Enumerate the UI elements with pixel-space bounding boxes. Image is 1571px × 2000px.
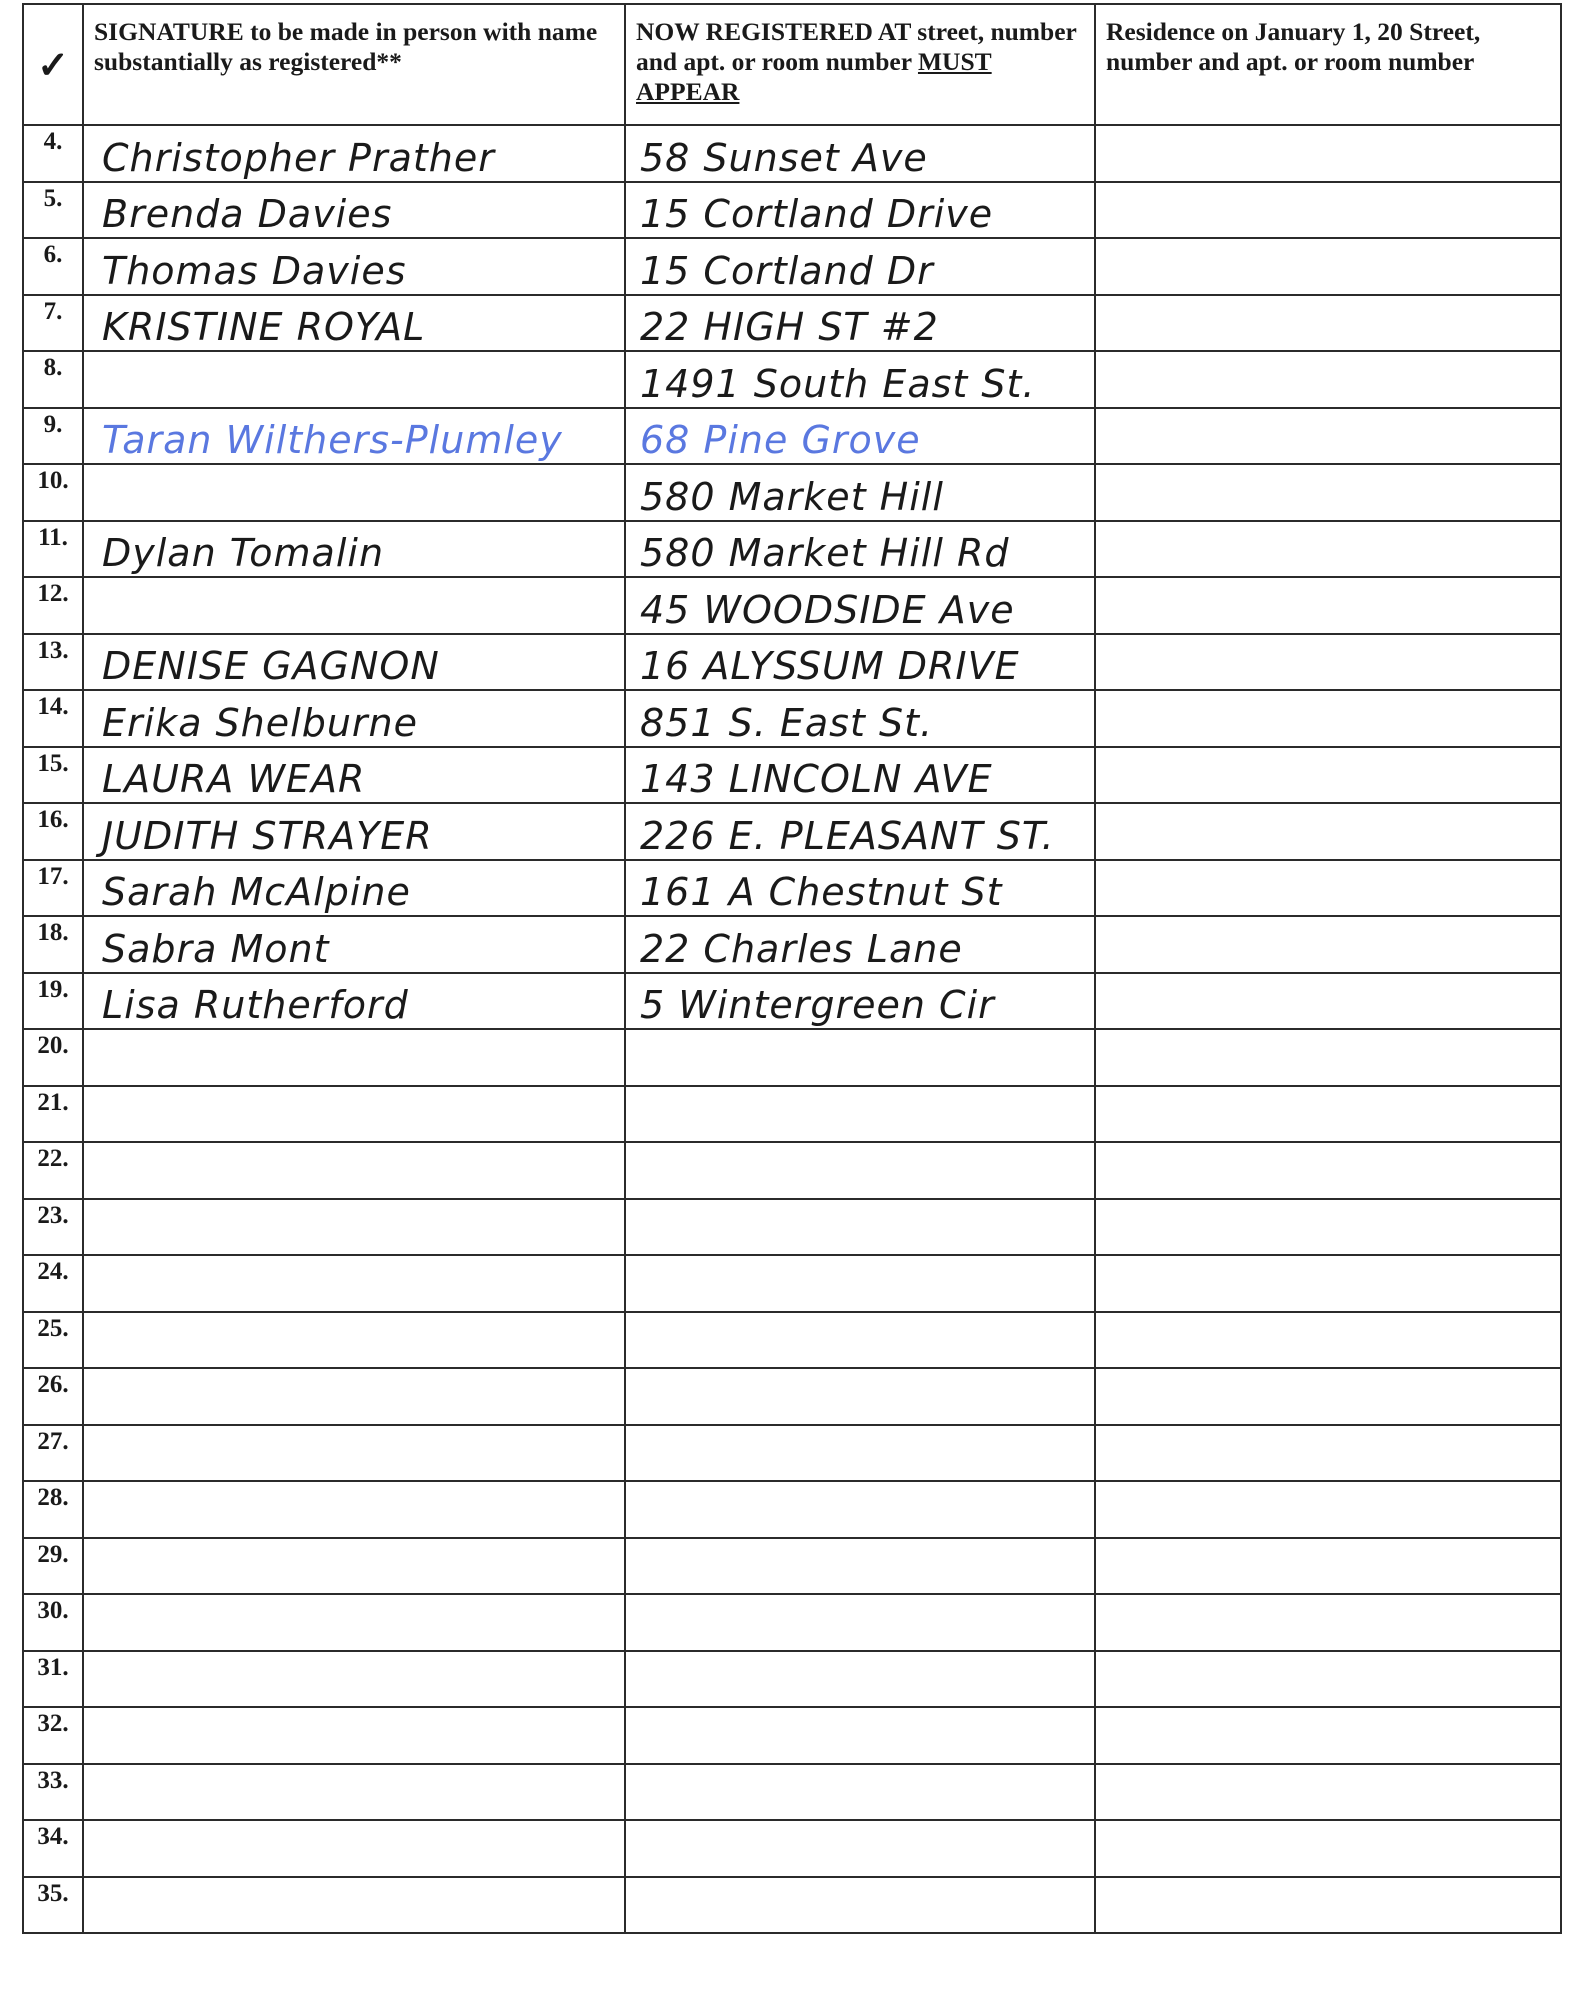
line-number: 27. xyxy=(23,1425,83,1482)
residence-cell[interactable] xyxy=(1095,973,1561,1030)
signature-cell[interactable] xyxy=(83,521,625,578)
signature-cell[interactable] xyxy=(83,1764,625,1821)
table-row xyxy=(23,1538,1561,1595)
signature-cell[interactable] xyxy=(83,634,625,691)
line-number: 21. xyxy=(23,1086,83,1143)
registered-address-cell[interactable] xyxy=(625,1368,1095,1425)
signature-cell[interactable] xyxy=(83,238,625,295)
signature-cell[interactable] xyxy=(83,1481,625,1538)
residence-cell[interactable] xyxy=(1095,351,1561,408)
residence-cell[interactable] xyxy=(1095,1538,1561,1595)
signature-text: LAURA WEAR xyxy=(102,757,366,801)
line-number: 35. xyxy=(23,1877,83,1934)
registered-address-cell[interactable] xyxy=(625,408,1095,465)
registered-address-cell[interactable] xyxy=(625,464,1095,521)
registered-address-cell[interactable] xyxy=(625,1312,1095,1369)
residence-cell[interactable] xyxy=(1095,1877,1561,1934)
line-number: 18. xyxy=(23,916,83,973)
signature-text: Lisa Rutherford xyxy=(102,983,409,1027)
registered-address-text: 15 Cortland Drive xyxy=(640,192,994,236)
table-row xyxy=(23,1481,1561,1538)
signature-cell[interactable] xyxy=(83,860,625,917)
registered-address-cell[interactable] xyxy=(625,1651,1095,1708)
signature-cell[interactable] xyxy=(83,125,625,182)
residence-cell[interactable] xyxy=(1095,1255,1561,1312)
line-number: 33. xyxy=(23,1764,83,1821)
registered-address-cell[interactable] xyxy=(625,916,1095,973)
line-number: 15. xyxy=(23,747,83,804)
signature-cell[interactable] xyxy=(83,351,625,408)
registered-address-cell[interactable] xyxy=(625,1425,1095,1482)
signature-cell[interactable] xyxy=(83,1199,625,1256)
table-row xyxy=(23,1029,1561,1086)
residence-cell[interactable] xyxy=(1095,1764,1561,1821)
line-number: 30. xyxy=(23,1594,83,1651)
residence-cell[interactable] xyxy=(1095,1086,1561,1143)
residence-cell[interactable] xyxy=(1095,521,1561,578)
line-number: 34. xyxy=(23,1820,83,1877)
signature-text: JUDITH STRAYER xyxy=(102,813,433,858)
registered-address-cell[interactable] xyxy=(625,1029,1095,1086)
table-row xyxy=(23,1312,1561,1369)
line-number: 11. xyxy=(23,521,83,578)
registered-address-text: 226 E. PLEASANT ST. xyxy=(640,813,1055,858)
registered-address-cell[interactable] xyxy=(625,1538,1095,1595)
registered-address-text: 15 Cortland Dr xyxy=(640,248,934,293)
table-row xyxy=(23,916,1561,973)
registered-address-text: 58 Sunset Ave xyxy=(640,135,928,180)
registered-address-cell[interactable] xyxy=(625,1142,1095,1199)
table-row xyxy=(23,521,1561,578)
line-number: 8. xyxy=(23,351,83,408)
registered-address-text: 22 HIGH ST #2 xyxy=(640,305,939,349)
residence-cell[interactable] xyxy=(1095,1651,1561,1708)
signature-cell[interactable] xyxy=(83,747,625,804)
signature-text: Christopher Prather xyxy=(102,135,495,180)
line-number: 9. xyxy=(23,408,83,465)
signature-cell[interactable] xyxy=(83,1086,625,1143)
line-number: 17. xyxy=(23,860,83,917)
signature-cell[interactable] xyxy=(83,1255,625,1312)
table-row xyxy=(23,860,1561,917)
residence-cell[interactable] xyxy=(1095,1594,1561,1651)
signature-text: Sarah McAlpine xyxy=(102,870,411,914)
registered-address-cell[interactable] xyxy=(625,182,1095,239)
line-number: 16. xyxy=(23,803,83,860)
registered-address-cell[interactable] xyxy=(625,1877,1095,1934)
residence-cell[interactable] xyxy=(1095,182,1561,239)
signature-text: KRISTINE ROYAL xyxy=(102,305,426,349)
table-row xyxy=(23,1877,1561,1934)
residence-cell[interactable] xyxy=(1095,1142,1561,1199)
residence-cell[interactable] xyxy=(1095,916,1561,973)
signature-cell[interactable] xyxy=(83,577,625,634)
table-row xyxy=(23,577,1561,634)
signature-text: Taran Wilthers-Plumley xyxy=(102,418,563,462)
registered-address-cell[interactable] xyxy=(625,747,1095,804)
registered-address-text: 1491 South East St. xyxy=(640,361,1036,406)
registered-address-text: 22 Charles Lane xyxy=(640,926,963,971)
registered-address-text: 580 Market Hill xyxy=(640,474,944,519)
table-row xyxy=(23,690,1561,747)
registered-address-cell[interactable] xyxy=(625,1820,1095,1877)
residence-cell[interactable] xyxy=(1095,1312,1561,1369)
residence-cell[interactable] xyxy=(1095,125,1561,182)
residence-cell[interactable] xyxy=(1095,860,1561,917)
signature-text: Dylan Tomalin xyxy=(102,531,385,575)
line-number: 32. xyxy=(23,1707,83,1764)
must-appear-text: MUST APPEAR xyxy=(636,47,992,106)
line-number: 6. xyxy=(23,238,83,295)
registered-address-cell[interactable] xyxy=(625,973,1095,1030)
signature-cell[interactable] xyxy=(83,1877,625,1934)
signature-cell[interactable] xyxy=(83,1425,625,1482)
residence-cell[interactable] xyxy=(1095,747,1561,804)
line-number: 4. xyxy=(23,125,83,182)
line-number: 25. xyxy=(23,1312,83,1369)
signature-cell[interactable] xyxy=(83,973,625,1030)
signature-text: Thomas Davies xyxy=(102,248,407,293)
table-row xyxy=(23,238,1561,295)
line-number: 23. xyxy=(23,1199,83,1256)
signature-cell[interactable] xyxy=(83,1707,625,1764)
line-number: 12. xyxy=(23,577,83,634)
check-column-header: ✓ xyxy=(23,4,83,125)
registered-address-cell[interactable] xyxy=(625,1255,1095,1312)
registered-address-text: 161 A Chestnut St xyxy=(640,870,1003,914)
registered-address-text: 16 ALYSSUM DRIVE xyxy=(640,644,1020,688)
table-row xyxy=(23,351,1561,408)
residence-cell[interactable] xyxy=(1095,1820,1561,1877)
signature-cell[interactable] xyxy=(83,408,625,465)
residence-cell[interactable] xyxy=(1095,238,1561,295)
signature-cell[interactable] xyxy=(83,464,625,521)
registered-address-text: 45 WOODSIDE Ave xyxy=(640,587,1015,632)
table-row xyxy=(23,803,1561,860)
signature-column-header: SIGNATURE to be made in person with name substantially as registered** xyxy=(83,4,625,125)
table-row xyxy=(23,1425,1561,1482)
residence-cell[interactable] xyxy=(1095,1481,1561,1538)
signature-cell[interactable] xyxy=(83,690,625,747)
registered-address-cell[interactable] xyxy=(625,521,1095,578)
table-row xyxy=(23,634,1561,691)
table-row xyxy=(23,747,1561,804)
registered-address-text: 580 Market Hill Rd xyxy=(640,531,1010,575)
table-row xyxy=(23,1820,1561,1877)
table-row xyxy=(23,1142,1561,1199)
signature-cell[interactable] xyxy=(83,916,625,973)
registered-address-cell[interactable] xyxy=(625,577,1095,634)
registered-address-column-header xyxy=(625,4,1095,125)
table-row xyxy=(23,1368,1561,1425)
table-row xyxy=(23,1199,1561,1256)
registered-address-cell[interactable] xyxy=(625,1481,1095,1538)
residence-cell[interactable] xyxy=(1095,408,1561,465)
signature-cell[interactable] xyxy=(83,1820,625,1877)
signature-cell[interactable] xyxy=(83,1312,625,1369)
line-number: 20. xyxy=(23,1029,83,1086)
table-row xyxy=(23,1086,1561,1143)
registered-address-cell[interactable] xyxy=(625,1199,1095,1256)
table-row xyxy=(23,973,1561,1030)
signature-cell[interactable] xyxy=(83,1651,625,1708)
registered-address-cell[interactable] xyxy=(625,690,1095,747)
registered-header-text: NOW REGISTERED AT street, number and apt. or room number xyxy=(636,17,1077,76)
table-row xyxy=(23,1764,1561,1821)
signature-text: DENISE GAGNON xyxy=(102,644,440,688)
registered-address-cell[interactable] xyxy=(625,803,1095,860)
table-row xyxy=(23,182,1561,239)
table-row xyxy=(23,464,1561,521)
line-number: 14. xyxy=(23,690,83,747)
registered-address-text: 851 S. East St. xyxy=(640,700,934,745)
registered-address-cell[interactable] xyxy=(625,1764,1095,1821)
residence-cell[interactable] xyxy=(1095,577,1561,634)
table-row xyxy=(23,295,1561,352)
residence-cell[interactable] xyxy=(1095,464,1561,521)
line-number: 22. xyxy=(23,1142,83,1199)
registered-address-cell[interactable] xyxy=(625,295,1095,352)
registered-address-cell[interactable] xyxy=(625,351,1095,408)
signature-text: Sabra Mont xyxy=(102,926,330,971)
registered-address-cell[interactable] xyxy=(625,634,1095,691)
signature-cell[interactable] xyxy=(83,182,625,239)
residence-cell[interactable] xyxy=(1095,1199,1561,1256)
signature-cell[interactable] xyxy=(83,1538,625,1595)
residence-cell[interactable] xyxy=(1095,634,1561,691)
signature-cell[interactable] xyxy=(83,1368,625,1425)
table-row xyxy=(23,125,1561,182)
table-header-row xyxy=(23,4,1561,125)
residence-cell[interactable] xyxy=(1095,1425,1561,1482)
line-number: 26. xyxy=(23,1368,83,1425)
registered-address-text: 68 Pine Grove xyxy=(640,418,921,462)
registered-address-cell[interactable] xyxy=(625,1594,1095,1651)
table-row xyxy=(23,1707,1561,1764)
line-number: 28. xyxy=(23,1481,83,1538)
residence-cell[interactable] xyxy=(1095,690,1561,747)
registered-address-cell[interactable] xyxy=(625,125,1095,182)
line-number: 31. xyxy=(23,1651,83,1708)
line-number: 24. xyxy=(23,1255,83,1312)
signature-cell[interactable] xyxy=(83,1142,625,1199)
table-row xyxy=(23,1255,1561,1312)
residence-cell[interactable] xyxy=(1095,295,1561,352)
line-number: 7. xyxy=(23,295,83,352)
signature-text: Erika Shelburne xyxy=(102,700,418,745)
registered-address-cell[interactable] xyxy=(625,238,1095,295)
signature-cell[interactable] xyxy=(83,1594,625,1651)
signature-cell[interactable] xyxy=(83,803,625,860)
table-row xyxy=(23,1594,1561,1651)
signature-text: Brenda Davies xyxy=(102,192,393,236)
petition-signature-table xyxy=(22,3,1562,1934)
line-number: 19. xyxy=(23,973,83,1030)
line-number: 13. xyxy=(23,634,83,691)
residence-cell[interactable] xyxy=(1095,803,1561,860)
residence-cell[interactable] xyxy=(1095,1707,1561,1764)
registered-address-text: 5 Wintergreen Cir xyxy=(640,983,995,1027)
residence-column-header: Residence on January 1, 20 Street, number and apt. or room number xyxy=(1095,4,1561,125)
registered-address-cell[interactable] xyxy=(625,860,1095,917)
signature-cell[interactable] xyxy=(83,295,625,352)
residence-cell[interactable] xyxy=(1095,1368,1561,1425)
residence-cell[interactable] xyxy=(1095,1029,1561,1086)
line-number: 29. xyxy=(23,1538,83,1595)
signature-cell[interactable] xyxy=(83,1029,625,1086)
table-row xyxy=(23,1651,1561,1708)
line-number: 5. xyxy=(23,182,83,239)
registered-address-cell[interactable] xyxy=(625,1086,1095,1143)
line-number: 10. xyxy=(23,464,83,521)
table-row xyxy=(23,408,1561,465)
registered-address-cell[interactable] xyxy=(625,1707,1095,1764)
registered-address-text: 143 LINCOLN AVE xyxy=(640,757,993,801)
